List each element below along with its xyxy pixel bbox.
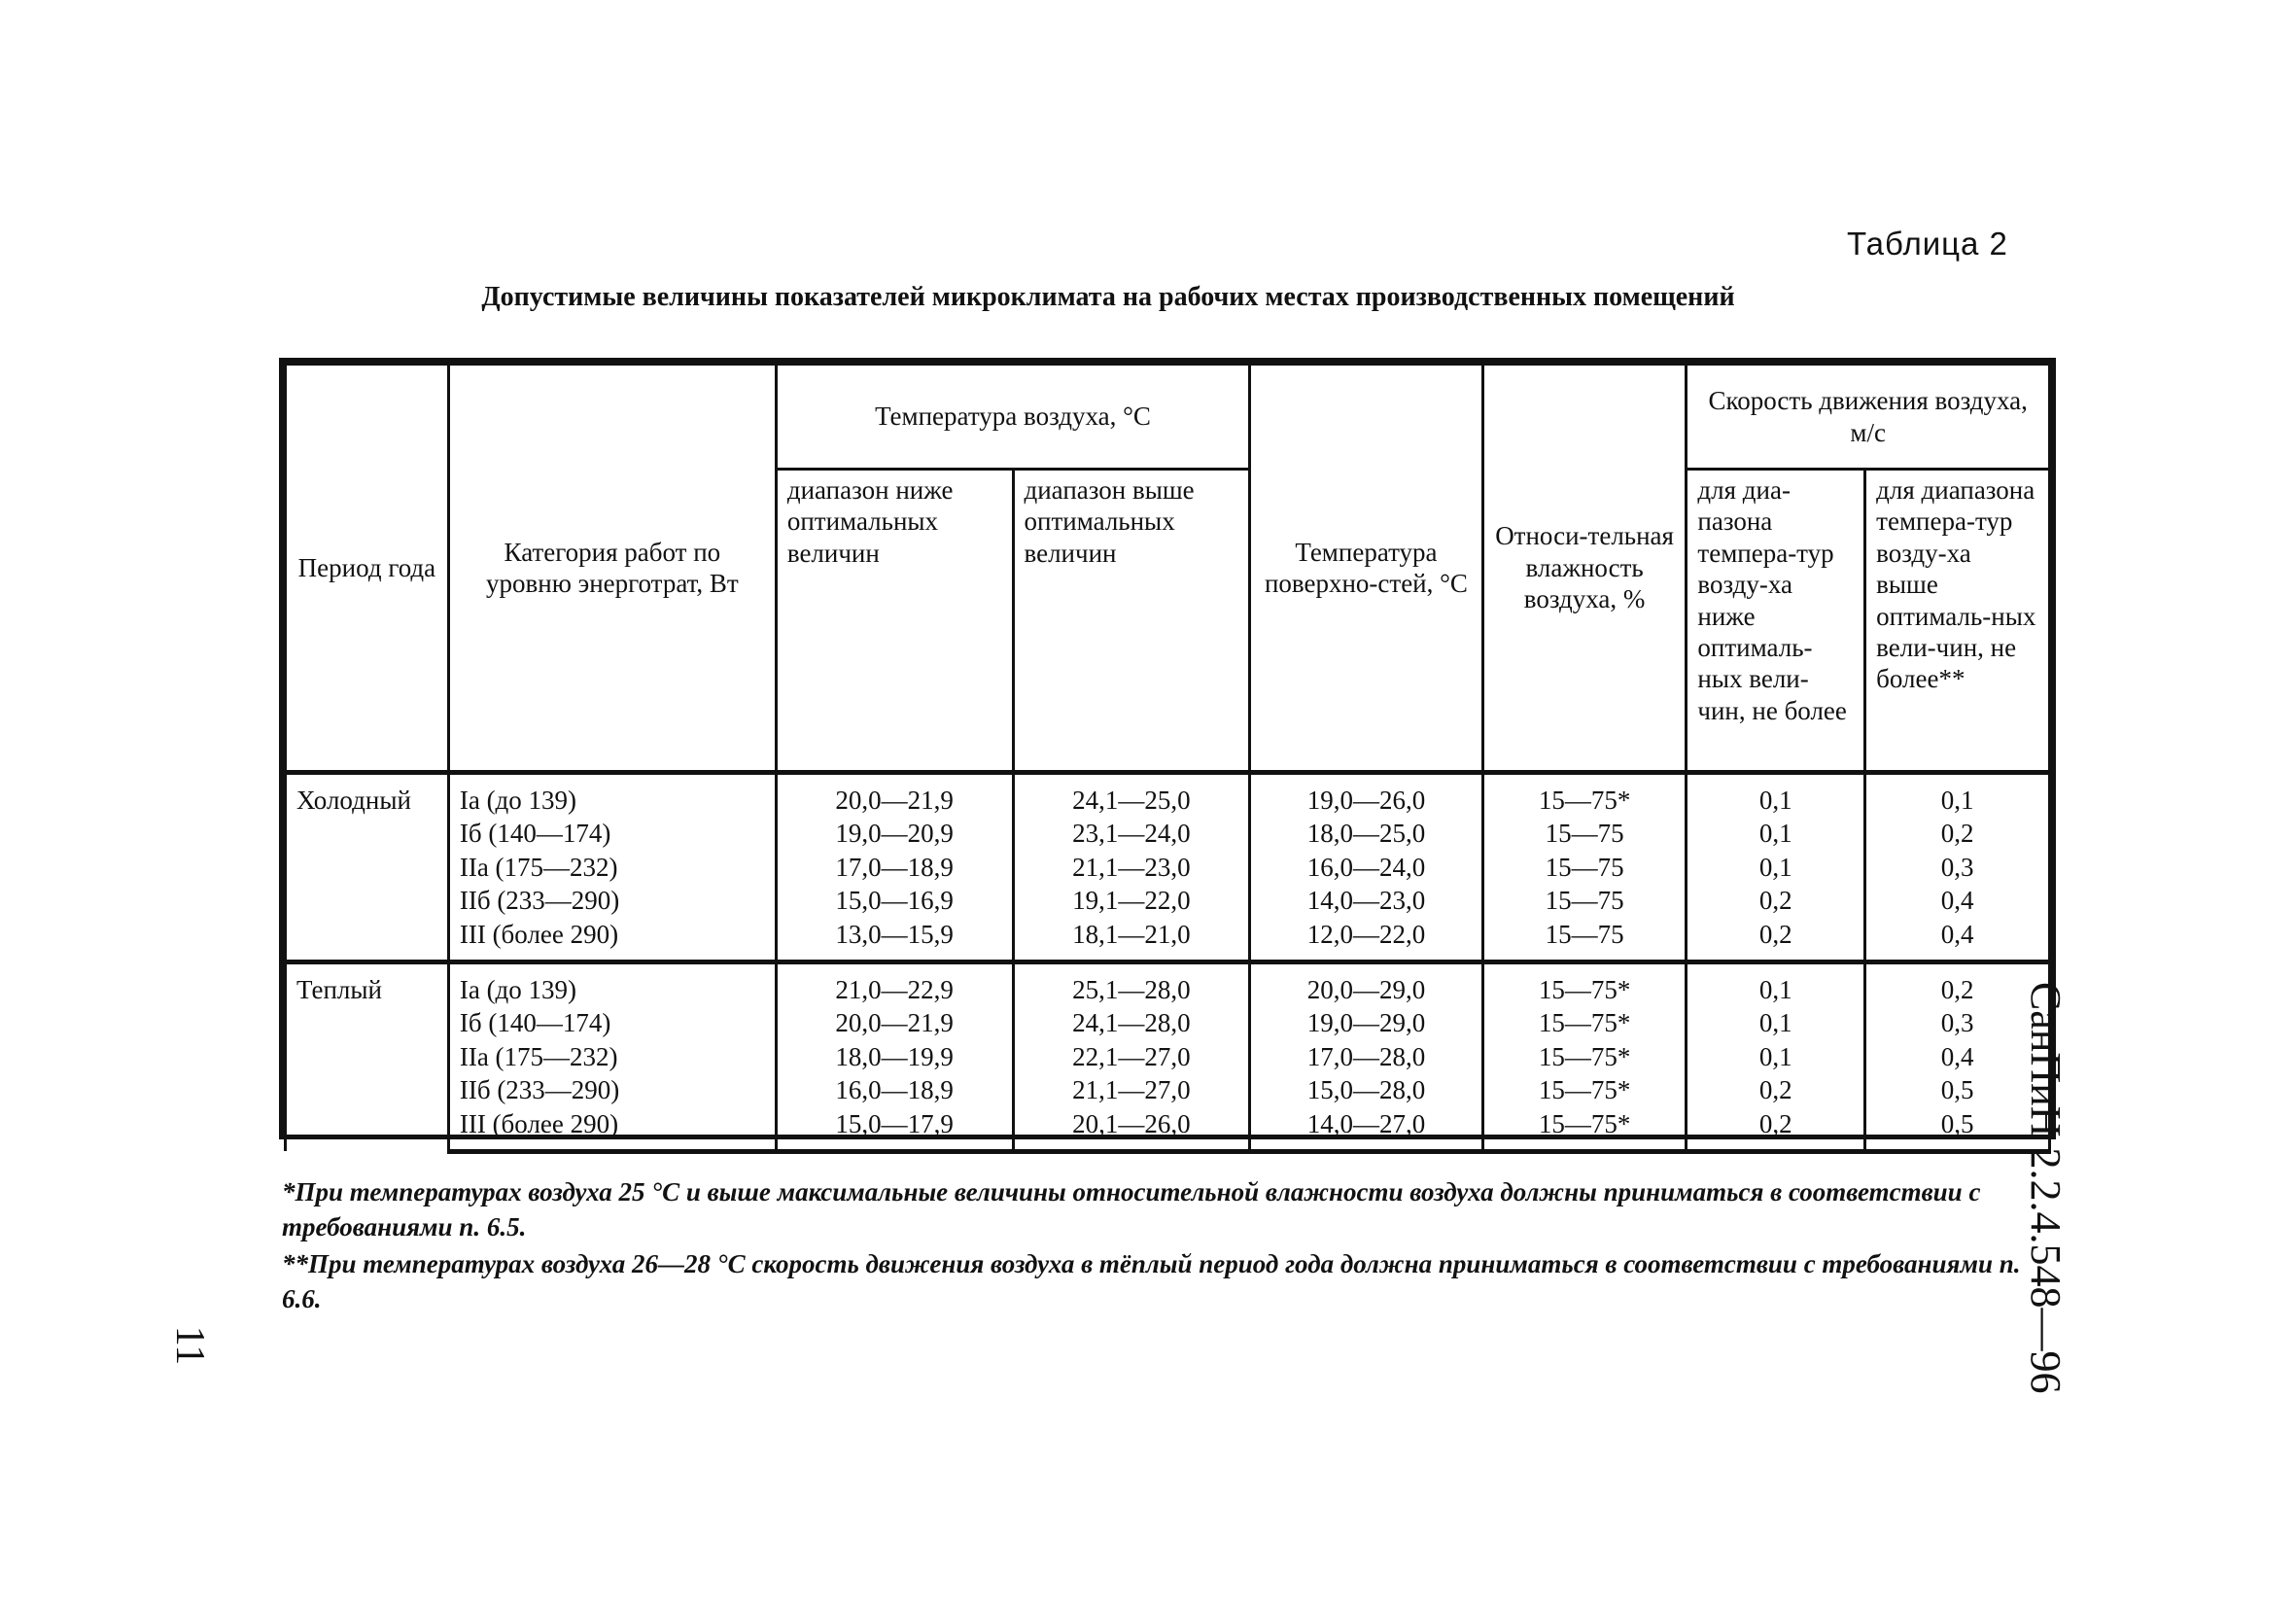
page-number: 11 bbox=[167, 1325, 213, 1366]
period-cell: Теплый bbox=[286, 961, 449, 1151]
table-row bbox=[286, 1040, 2050, 1073]
humidity-cell: 15—75 bbox=[1482, 851, 1687, 884]
header-period: Период года bbox=[286, 365, 449, 773]
humidity-cell: 15—75* bbox=[1482, 1107, 1687, 1152]
header-speed-below: для диа-пазона темпера-тур возду-ха ниже оптималь-ных вели-чин, не более bbox=[1687, 470, 1865, 773]
category-cell: IIa (175—232) bbox=[448, 1040, 776, 1073]
speed-above-cell: 0,2 bbox=[1865, 817, 2050, 850]
table-row bbox=[286, 817, 2050, 850]
table-title: Допустимые величины показателей микроклимата на рабочих местах производственных помещений bbox=[481, 282, 1735, 312]
humidity-cell: 15—75* bbox=[1482, 961, 1687, 1006]
header-humidity: Относи-тельная влажность воздуха, % bbox=[1482, 365, 1687, 773]
speed-above-cell: 0,1 bbox=[1865, 773, 2050, 818]
surface-temp-cell: 15,0—28,0 bbox=[1250, 1073, 1483, 1106]
speed-below-cell: 0,2 bbox=[1687, 884, 1865, 917]
range-above-cell: 18,1—21,0 bbox=[1013, 918, 1250, 962]
speed-below-cell: 0,2 bbox=[1687, 918, 1865, 962]
header-surface-temp: Температура поверхно-стей, °C bbox=[1250, 365, 1483, 773]
category-cell: III (более 290) bbox=[448, 918, 776, 962]
humidity-cell: 15—75 bbox=[1482, 817, 1687, 850]
speed-above-cell: 0,4 bbox=[1865, 918, 2050, 962]
humidity-cell: 15—75* bbox=[1482, 1040, 1687, 1073]
surface-temp-cell: 19,0—29,0 bbox=[1250, 1006, 1483, 1039]
speed-above-cell: 0,5 bbox=[1865, 1073, 2050, 1106]
speed-above-cell: 0,5 bbox=[1865, 1107, 2050, 1152]
surface-temp-cell: 16,0—24,0 bbox=[1250, 851, 1483, 884]
range-above-cell: 25,1—28,0 bbox=[1013, 961, 1250, 1006]
surface-temp-cell: 12,0—22,0 bbox=[1250, 918, 1483, 962]
table-row bbox=[286, 884, 2050, 917]
range-above-cell: 21,1—27,0 bbox=[1013, 1073, 1250, 1106]
table-row bbox=[286, 851, 2050, 884]
range-below-cell: 18,0—19,9 bbox=[776, 1040, 1013, 1073]
footnote-humidity: *При температурах воздуха 25 °C и выше максимальные величины относительной влажности воздуха должны приниматься в соответствии с требованиями п. 6.5. bbox=[282, 1177, 1981, 1241]
header-air-temp: Температура воздуха, °C bbox=[776, 365, 1249, 470]
humidity-cell: 15—75* bbox=[1482, 1073, 1687, 1106]
range-below-cell: 17,0—18,9 bbox=[776, 851, 1013, 884]
category-cell: Ia (до 139) bbox=[448, 961, 776, 1006]
surface-temp-cell: 14,0—23,0 bbox=[1250, 884, 1483, 917]
surface-temp-cell: 14,0—27,0 bbox=[1250, 1107, 1483, 1152]
humidity-cell: 15—75* bbox=[1482, 1006, 1687, 1039]
table-body bbox=[286, 773, 2050, 1152]
period-cell: Холодный bbox=[286, 773, 449, 962]
speed-above-cell: 0,4 bbox=[1865, 884, 2050, 917]
range-above-cell: 24,1—28,0 bbox=[1013, 1006, 1250, 1039]
range-below-cell: 16,0—18,9 bbox=[776, 1073, 1013, 1106]
range-below-cell: 13,0—15,9 bbox=[776, 918, 1013, 962]
speed-below-cell: 0,2 bbox=[1687, 1107, 1865, 1152]
speed-below-cell: 0,1 bbox=[1687, 773, 1865, 818]
range-below-cell: 15,0—16,9 bbox=[776, 884, 1013, 917]
humidity-cell: 15—75* bbox=[1482, 773, 1687, 818]
category-cell: Iб (140—174) bbox=[448, 1006, 776, 1039]
table-row bbox=[286, 1006, 2050, 1039]
speed-below-cell: 0,1 bbox=[1687, 1040, 1865, 1073]
category-cell: IIa (175—232) bbox=[448, 851, 776, 884]
speed-above-cell: 0,3 bbox=[1865, 851, 2050, 884]
table-row bbox=[286, 773, 2050, 818]
microclimate-table bbox=[279, 358, 2056, 1139]
humidity-cell: 15—75 bbox=[1482, 918, 1687, 962]
range-below-cell: 15,0—17,9 bbox=[776, 1107, 1013, 1152]
speed-above-cell: 0,3 bbox=[1865, 1006, 2050, 1039]
header-range-below: диапазон ниже оптимальных величин bbox=[776, 470, 1013, 773]
range-above-cell: 21,1—23,0 bbox=[1013, 851, 1250, 884]
surface-temp-cell: 19,0—26,0 bbox=[1250, 773, 1483, 818]
header-category: Категория работ по уровню энерготрат, Вт bbox=[448, 365, 776, 773]
document-code: СанПиН 2.2.4.548—96 bbox=[2022, 982, 2070, 1394]
range-below-cell: 21,0—22,9 bbox=[776, 961, 1013, 1006]
table-label: Таблица 2 bbox=[1847, 226, 2008, 262]
range-below-cell: 20,0—21,9 bbox=[776, 773, 1013, 818]
speed-below-cell: 0,2 bbox=[1687, 1073, 1865, 1106]
table-row bbox=[286, 1073, 2050, 1106]
header-range-above: диапазон выше оптимальных величин bbox=[1013, 470, 1250, 773]
header-air-speed: Скорость движения воздуха, м/с bbox=[1687, 365, 2050, 470]
speed-below-cell: 0,1 bbox=[1687, 817, 1865, 850]
category-cell: IIб (233—290) bbox=[448, 1073, 776, 1106]
surface-temp-cell: 18,0—25,0 bbox=[1250, 817, 1483, 850]
surface-temp-cell: 20,0—29,0 bbox=[1250, 961, 1483, 1006]
range-below-cell: 20,0—21,9 bbox=[776, 1006, 1013, 1039]
header-speed-above: для диапазона темпера-тур возду-ха выше оптималь-ных вели-чин, не более** bbox=[1865, 470, 2050, 773]
range-above-cell: 20,1—26,0 bbox=[1013, 1107, 1250, 1152]
category-cell: Iб (140—174) bbox=[448, 817, 776, 850]
range-above-cell: 24,1—25,0 bbox=[1013, 773, 1250, 818]
table-row bbox=[286, 961, 2050, 1006]
speed-above-cell: 0,4 bbox=[1865, 1040, 2050, 1073]
surface-temp-cell: 17,0—28,0 bbox=[1250, 1040, 1483, 1073]
speed-below-cell: 0,1 bbox=[1687, 851, 1865, 884]
speed-below-cell: 0,1 bbox=[1687, 1006, 1865, 1039]
speed-below-cell: 0,1 bbox=[1687, 961, 1865, 1006]
category-cell: Ia (до 139) bbox=[448, 773, 776, 818]
table-row bbox=[286, 918, 2050, 962]
table-row bbox=[286, 1107, 2050, 1152]
humidity-cell: 15—75 bbox=[1482, 884, 1687, 917]
speed-above-cell: 0,2 bbox=[1865, 961, 2050, 1006]
range-above-cell: 22,1—27,0 bbox=[1013, 1040, 1250, 1073]
range-below-cell: 19,0—20,9 bbox=[776, 817, 1013, 850]
category-cell: III (более 290) bbox=[448, 1107, 776, 1152]
footnote-air-speed: **При температурах воздуха 26—28 °C скорость движения воздуха в тёплый период года должна приниматься в соответствии с требованиями п. 6.6. bbox=[282, 1249, 2021, 1313]
range-above-cell: 23,1—24,0 bbox=[1013, 817, 1250, 850]
range-above-cell: 19,1—22,0 bbox=[1013, 884, 1250, 917]
category-cell: IIб (233—290) bbox=[448, 884, 776, 917]
